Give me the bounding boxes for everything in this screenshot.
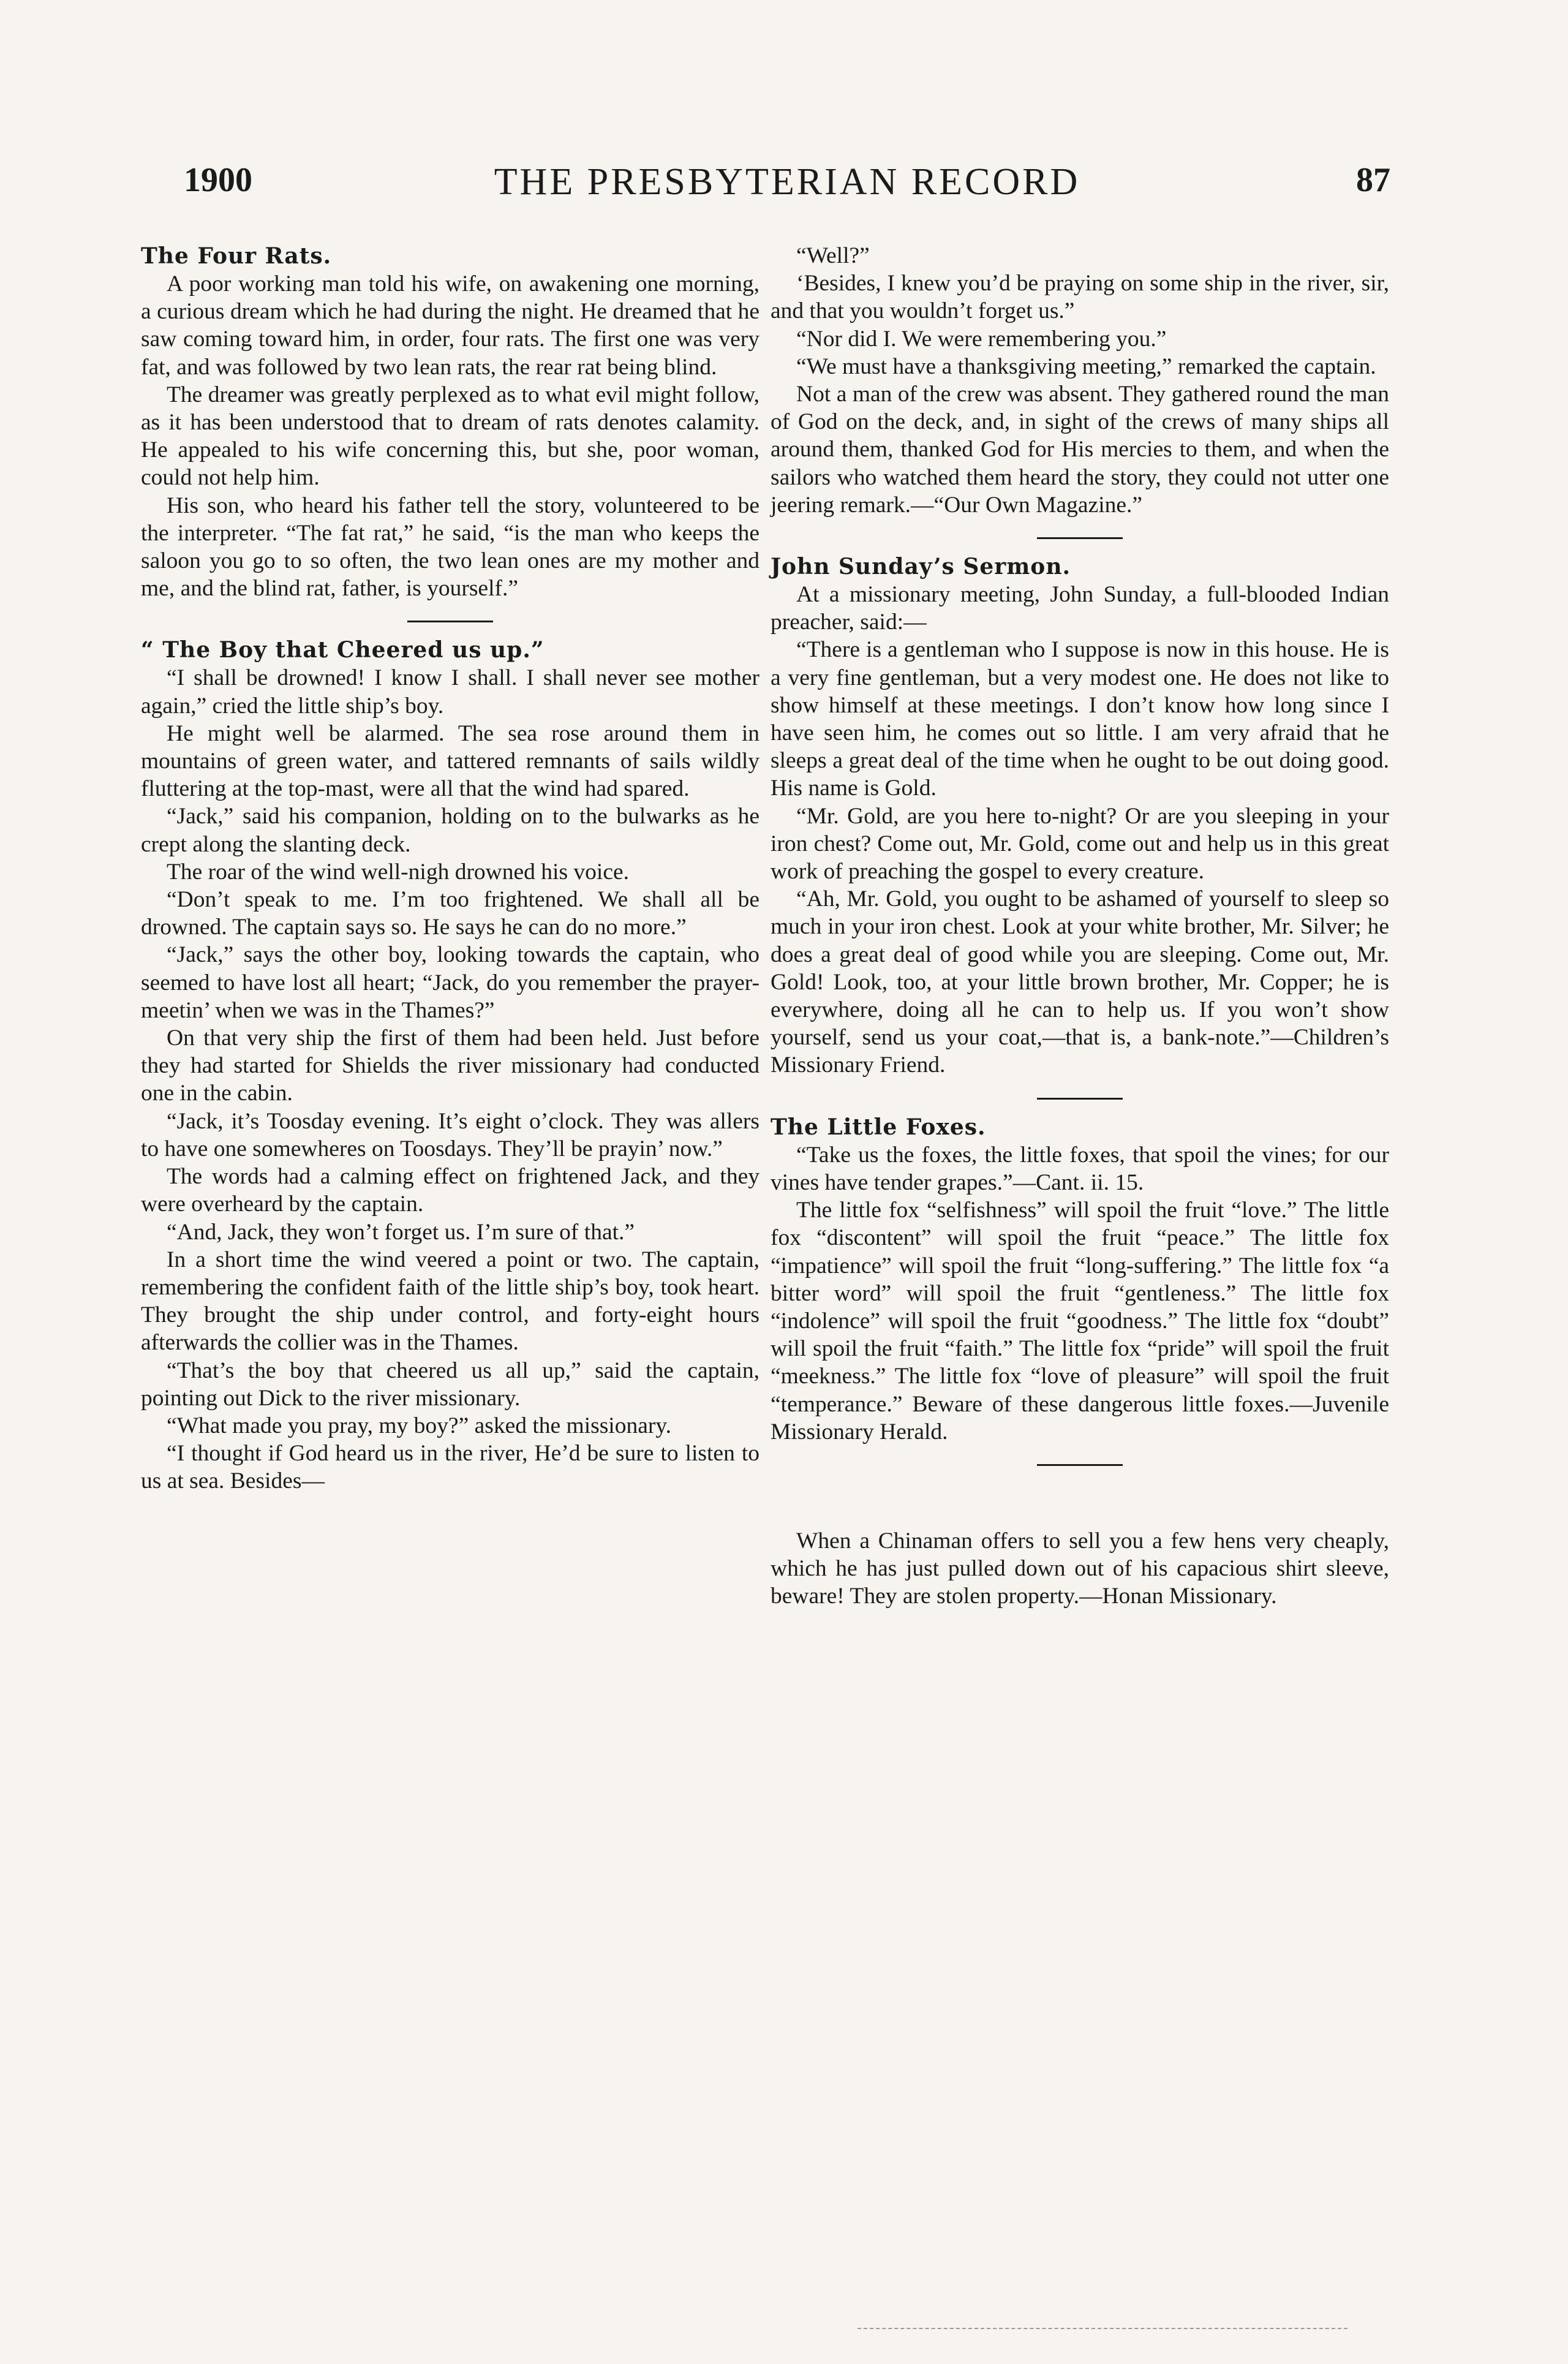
section-divider (1037, 537, 1123, 539)
paragraph: “Mr. Gold, are you here to-night? Or are you sleeping in your iron chest? Come out, Mr. Gold, come out and help us in this great work of preaching the gospel to every creature. (771, 803, 1389, 885)
paragraph: The words had a calming effect on frightened Jack, and they were overheard by the captain. (141, 1164, 760, 1217)
paragraph: When a Chinaman offers to sell you a few hens very cheaply, which he has just pulled down out of his capacious shirt sleeve, beware! They are stolen property.—Honan Missionary. (771, 1528, 1389, 1609)
paragraph: At a missionary meeting, John Sunday, a full-blooded Indian preacher, said:— (771, 582, 1389, 635)
paragraph: “What made you pray, my boy?” asked the missionary. (167, 1413, 672, 1438)
paragraph: ‘Besides, I knew you’d be praying on some ship in the river, sir, and that you wouldn’t forget us.” (771, 271, 1389, 324)
paragraph: “Don’t speak to me. I’m too frightened. We shall all be drowned. The captain says so. He says he can do no more.” (141, 887, 760, 940)
paragraph: A poor working man told his wife, on awakening one morning, a curious dream which he had during the night. He dreamed that he saw coming toward him, in order, four rats. The first one was very fat, and was followed by two lean rats, the rear rat being blind. (141, 271, 760, 380)
spacer (771, 1479, 1389, 1527)
paragraph: “Jack,” said his companion, holding on to the bulwarks as he crept along the slanting deck. (141, 804, 760, 857)
paragraph: The roar of the wind well-nigh drowned his voice. (167, 859, 629, 885)
paragraph: “Well?” (796, 243, 870, 268)
paragraph: On that very ship the first of them had been held. Just before they had started for Shields the river missionary had conducted one in the cabin. (141, 1025, 760, 1106)
paragraph: “I shall be drowned! I know I shall. I shall never see mother again,” cried the little ship’s boy. (141, 665, 760, 719)
paragraph: “Jack, it’s Toosday evening. It’s eight o’clock. They was allers to have one somewheres on Toosdays. They’ll be prayin’ now.” (141, 1108, 760, 1161)
section-divider (407, 621, 493, 622)
paragraph: “That’s the boy that cheered us all up,” said the captain, pointing out Dick to the river missionary. (141, 1358, 760, 1411)
paragraph: “Jack,” says the other boy, looking towards the captain, who seemed to have lost all heart; “Jack, do you remember the prayer-meetin’ when we was in the Thames?” (141, 942, 760, 1023)
left-column (141, 242, 760, 1495)
paragraph: The dreamer was greatly perplexed as to what evil might follow, as it has been understood that to dream of rats denotes calamity. He appealed to his wife concerning this, but she, poor woman, could not help him. (141, 382, 760, 491)
section-divider (1037, 1464, 1123, 1466)
journal-title: THE PRESBYTERIAN RECORD (494, 161, 1080, 203)
page-bottom-mark (858, 2328, 1348, 2329)
article-heading-little-foxes: The Little Foxes. (771, 1114, 986, 1140)
paragraph: In a short time the wind veered a point or two. The captain, remembering the confident faith of the little ship’s boy, took heart. They brought the ship under control, and forty-eight hours afterwards the collier was in the Thames. (141, 1247, 760, 1356)
page-number: 87 (1356, 161, 1390, 199)
right-column (771, 242, 1389, 1611)
page-header (184, 160, 1390, 216)
article-heading-four-rats: The Four Rats. (141, 243, 332, 269)
paragraph: “And, Jack, they won’t forget us. I’m sure of that.” (167, 1219, 635, 1245)
article-heading-boy-cheered: “ The Boy that Cheered us up.” (141, 637, 545, 663)
article-heading-john-sunday: John Sunday’s Sermon. (771, 554, 1071, 580)
header-year: 1900 (184, 161, 252, 199)
paragraph: “I thought if God heard us in the river, He’d be sure to listen to us at sea. Besides— (141, 1441, 760, 1494)
paragraph: The little fox “selfishness” will spoil the fruit “love.” The little fox “discontent” will spoil the fruit “peace.” The little fox “impatience” will spoil the fruit “long-suffering.” The little fox “a bitter word” will spoil the fruit “gentleness.” The little fox “indolence” will spoil the fruit “goodness.” The little fox “doubt” will spoil the fruit “faith.” The little fox “pride” will spoil the fruit “meekness.” The little fox “love of pleasure” will spoil the fruit “temperance.” Beware of these dangerous little foxes.—Juvenile Missionary Herald. (771, 1198, 1389, 1444)
paragraph: Not a man of the crew was absent. They gathered round the man of God on the deck, and, in sight of the crews of many ships all around them, thanked God for His mercies to them, and when the sailors who watched them heard the story, they could not utter one jeering remark.—“Our Own Magazine.” (771, 382, 1389, 518)
paragraph: “There is a gentleman who I suppose is now in this house. He is a very fine gentleman, but a very modest one. He does not like to show himself at these meetings. I don’t know how long since I have seen him, he comes out so little. I am very afraid that he sleeps a great deal of the time when he ought to be out doing good. His name is Gold. (771, 637, 1389, 801)
section-divider (1037, 1098, 1123, 1100)
paragraph: His son, who heard his father tell the story, volunteered to be the interpreter. “The fat rat,” he said, “is the man who keeps the saloon you go to so often, the two lean ones are my mother and me, and the blind rat, father, is yourself.” (141, 493, 760, 602)
paragraph: “Ah, Mr. Gold, you ought to be ashamed of yourself to sleep so much in your iron chest. Look at your white brother, Mr. Silver; he does a great deal of good while you are sleeping. Come out, Mr. Gold! Look, too, at your little brown brother, Mr. Copper; he is everywhere, doing all he can to help us. If you won’t show yourself, send us your coat,—that is, a bank-note.”—Children’s Missionary Friend. (771, 886, 1389, 1078)
paragraph: “We must have a thanksgiving meeting,” remarked the captain. (796, 353, 1376, 379)
paragraph: “Nor did I. We were remembering you.” (796, 326, 1167, 352)
paragraph: “Take us the foxes, the little foxes, that spoil the vines; for our vines have tender grapes.”—Cant. ii. 15. (771, 1142, 1389, 1195)
paragraph: He might well be alarmed. The sea rose around them in mountains of green water, and tattered remnants of sails wildly fluttering at the top-mast, were all that the wind had spared. (141, 720, 760, 802)
